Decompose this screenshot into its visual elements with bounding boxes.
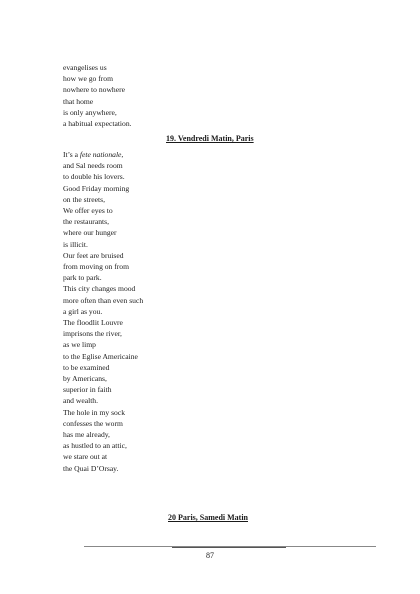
poem-line: more often than even such (63, 295, 144, 305)
poem-line: how we go from (63, 74, 113, 84)
poem-line: nowhere to nowhere (63, 85, 125, 95)
poem-line: confesses the worm (63, 418, 123, 428)
poem-line: we stare out at (63, 452, 108, 462)
poem-line: park to park. (63, 273, 102, 283)
footer-rule-accent (172, 547, 286, 548)
poem-line: to the Eglise Americaine (63, 351, 138, 361)
poem-19-body (63, 149, 143, 474)
poem-line: has me already, (63, 430, 110, 440)
poem-line-suffix: , (121, 150, 124, 159)
poem-line: The floodlit Louvre (63, 318, 123, 328)
poem-line: the Quai D’Orsay. (63, 463, 119, 473)
poem-line: and wealth. (63, 396, 99, 406)
poem-line: on the streets, (63, 194, 105, 204)
poem-line: from moving on from (63, 262, 130, 272)
poem-line: that home (63, 96, 94, 106)
poem-line: to be examined (63, 362, 110, 372)
poem-line: Our feet are bruised (63, 250, 124, 260)
poem-line: to double his lovers. (63, 172, 125, 182)
poem-line-prefix: It’s a (63, 150, 80, 159)
poem-line: superior in faith (63, 385, 112, 395)
page-number: 87 (206, 551, 214, 560)
poem-line: This city changes mood (63, 284, 136, 294)
section-heading-19: 19. Vendredi Matin, Paris (166, 134, 254, 143)
poem-fragment-top (63, 62, 132, 129)
poem-line: where our hunger (63, 228, 117, 238)
poem-line: by Americans, (63, 374, 107, 384)
poem-line: a girl as you. (63, 306, 103, 316)
poem-line: is illicit. (63, 239, 88, 249)
poem-line: The hole in my sock (63, 407, 126, 417)
poem-line: Good Friday morning (63, 183, 130, 193)
poem-line: and Sal needs room (63, 161, 123, 171)
poem-line: evangelises us (63, 63, 107, 72)
poem-line: as we limp (63, 340, 96, 350)
poem-line: as hustled to an attic, (63, 441, 127, 451)
poem-line: is only anywhere, (63, 107, 117, 117)
poem-line-italic: fete nationale (79, 150, 122, 159)
poem-line: a habitual expectation. (63, 119, 132, 129)
section-heading-20: 20 Paris, Samedi Matin (168, 513, 248, 522)
poem-line: We offer eyes to (63, 206, 113, 216)
poem-line (63, 149, 143, 160)
poem-line: imprisons the river, (63, 329, 122, 339)
poem-line: the restaurants, (63, 217, 109, 227)
